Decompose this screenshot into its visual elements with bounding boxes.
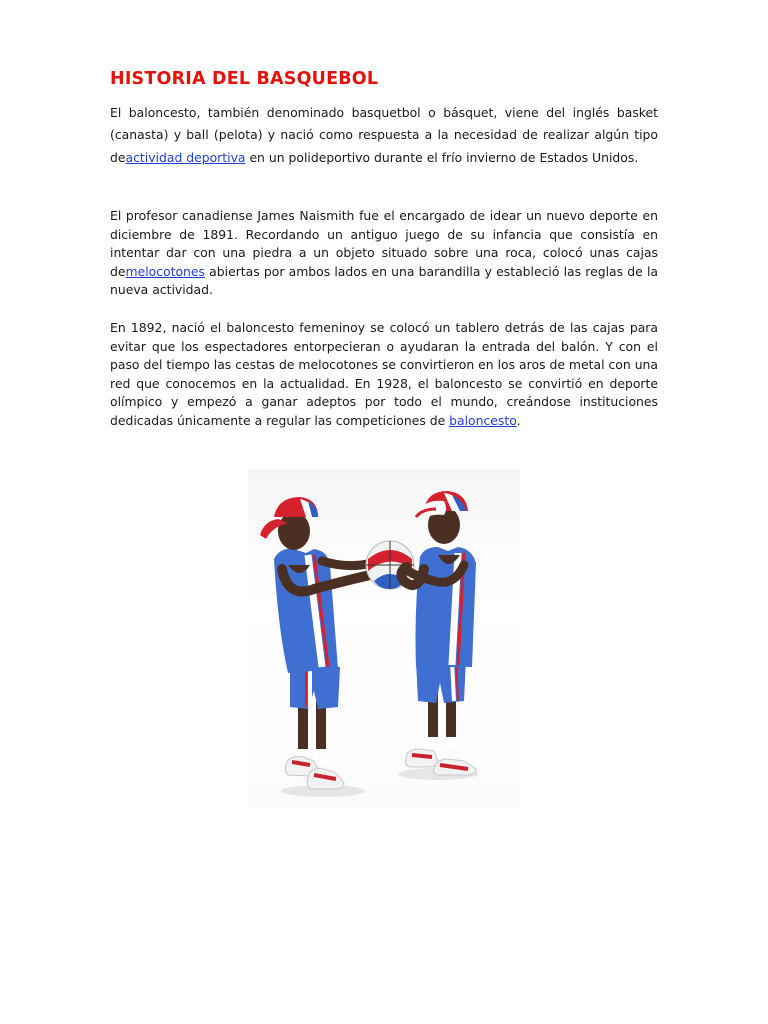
link-melocotones[interactable]: melocotones [125, 263, 205, 279]
paragraph-2-text-after: abiertas por ambos lados en una barandilla y estableció las reglas de la nueva actividad. [110, 263, 658, 297]
link-baloncesto[interactable]: baloncesto [449, 412, 517, 428]
document-title: HISTORIA DEL BASQUEBOL [110, 69, 379, 89]
right-child-figure [401, 491, 476, 775]
basketball-kids-photo [248, 469, 520, 807]
paragraph-2 [110, 207, 658, 300]
paragraph-3 [110, 319, 658, 430]
paragraph-3-text-before: En 1892, nació el baloncesto femeninoy se colocó un tablero detrás de las cajas para evitar que los espectadores entorpecieran o ayudaran la entrada del balón. Y con el paso del tiempo las cestas de melocotones se convirtieron en los aros de metal con una red que conocemos en la actualidad. En 1928, el baloncesto se convirtió en deporte olímpico y empezó a ganar adeptos por todo el mundo, creándose instituciones dedicadas únicamente a regular las competiciones de [110, 320, 658, 428]
paragraph-3-text-after: . [516, 412, 521, 428]
paragraph-1-text-before: El baloncesto, también denominado basquetbol o básquet, viene del inglés basket (canasta) y ball (pelota) y nació como respuesta a la necesidad de realizar algún tipo de [110, 105, 658, 165]
paragraph-1-text-after: en un polideportivo durante el frío invierno de Estados Unidos. [245, 149, 639, 165]
link-actividad-deportiva[interactable]: actividad deportiva [125, 149, 246, 165]
paragraph-2-text-before: El profesor canadiense James Naismith fue el encargado de idear un nuevo deporte en diciembre de 1891. Recordando un antiguo juego de su infancia que consistía en intentar dar con una piedra a un objeto situado sobre una roca, colocó unas cajas de [110, 208, 658, 279]
paragraph-1 [110, 102, 658, 169]
left-child-figure [260, 497, 372, 789]
